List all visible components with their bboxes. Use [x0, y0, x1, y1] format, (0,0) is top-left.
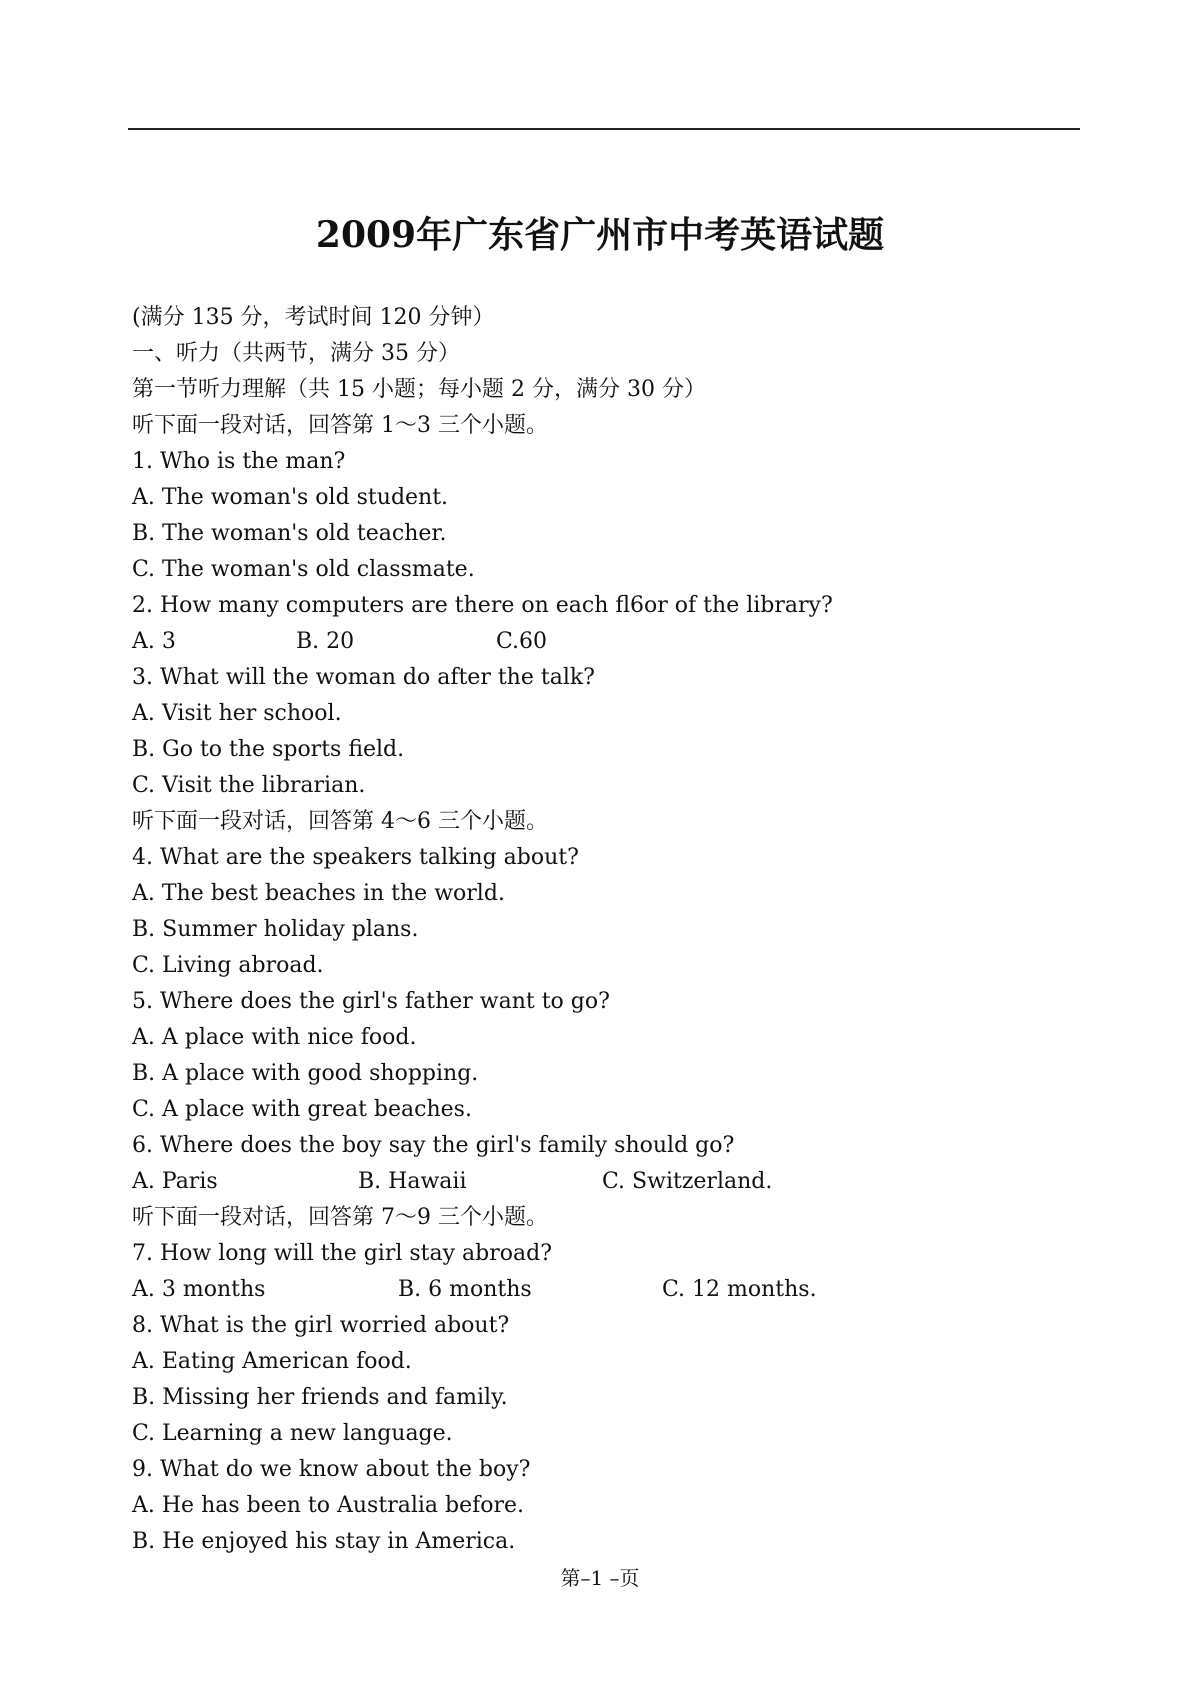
header-rule — [128, 128, 1080, 130]
option-c: C. The woman's old classmate. — [132, 557, 475, 582]
option-b: B. Missing her friends and family. — [132, 1385, 508, 1410]
question-9: 9. What do we know about the boy? — [132, 1457, 531, 1482]
dialogue-instruction: 听下面一段对话，回答第 1～3 三个小题。 — [132, 413, 548, 438]
option-a: A. Visit her school. — [132, 701, 342, 726]
question-6: 6. Where does the boy say the girl's family should go? — [132, 1133, 735, 1158]
option-b: B. A place with good shopping. — [132, 1061, 479, 1086]
option-a: A. Paris — [132, 1169, 218, 1194]
option-c: C. Visit the librarian. — [132, 773, 366, 798]
option-a: A. Eating American food. — [132, 1349, 412, 1374]
options-row — [132, 624, 1072, 660]
question-8: 8. What is the girl worried about? — [132, 1313, 510, 1338]
option-c: C. A place with great beaches. — [132, 1097, 472, 1122]
option-b: B. Go to the sports field. — [132, 737, 405, 762]
option-c: C. Switzerland. — [602, 1169, 773, 1194]
question-4: 4. What are the speakers talking about? — [132, 845, 579, 870]
option-c: C. Learning a new language. — [132, 1421, 453, 1446]
option-b: B. Summer holiday plans. — [132, 917, 419, 942]
dialogue-instruction: 听下面一段对话，回答第 7～9 三个小题。 — [132, 1205, 548, 1230]
option-a: A. 3 months — [132, 1277, 266, 1302]
question-5: 5. Where does the girl's father want to go? — [132, 989, 610, 1014]
section-heading: 第一节听力理解（共 15 小题；每小题 2 分，满分 30 分） — [132, 377, 706, 402]
option-a: A. He has been to Australia before. — [132, 1493, 525, 1518]
question-7: 7. How long will the girl stay abroad? — [132, 1241, 553, 1266]
question-3: 3. What will the woman do after the talk? — [132, 665, 595, 690]
question-2: 2. How many computers are there on each fl6or of the library? — [132, 593, 833, 618]
exam-content — [132, 300, 1072, 1560]
option-a: A. The best beaches in the world. — [132, 881, 505, 906]
question-1: 1. Who is the man? — [132, 449, 346, 474]
option-a: A. The woman's old student. — [132, 485, 449, 510]
page-footer: 第–1 –页 — [560, 1566, 640, 1590]
option-c: C.60 — [496, 629, 548, 654]
dialogue-instruction: 听下面一段对话，回答第 4～6 三个小题。 — [132, 809, 548, 834]
options-row — [132, 1272, 1072, 1308]
exam-info: (满分 135 分，考试时间 120 分钟） — [132, 305, 495, 330]
option-b: B. 20 — [296, 629, 355, 654]
option-b: B. The woman's old teacher. — [132, 521, 447, 546]
page-title: 2009年广东省广州市中考英语试题 — [315, 214, 885, 256]
option-b: B. Hawaii — [358, 1169, 467, 1194]
option-a: A. 3 — [132, 629, 176, 654]
option-b: B. He enjoyed his stay in America. — [132, 1529, 516, 1554]
part-heading: 一、听力（共两节，满分 35 分） — [132, 341, 460, 366]
option-a: A. A place with nice food. — [132, 1025, 417, 1050]
options-row — [132, 1164, 1072, 1200]
option-c: C. 12 months. — [662, 1277, 817, 1302]
option-c: C. Living abroad. — [132, 953, 324, 978]
option-b: B. 6 months — [398, 1277, 532, 1302]
